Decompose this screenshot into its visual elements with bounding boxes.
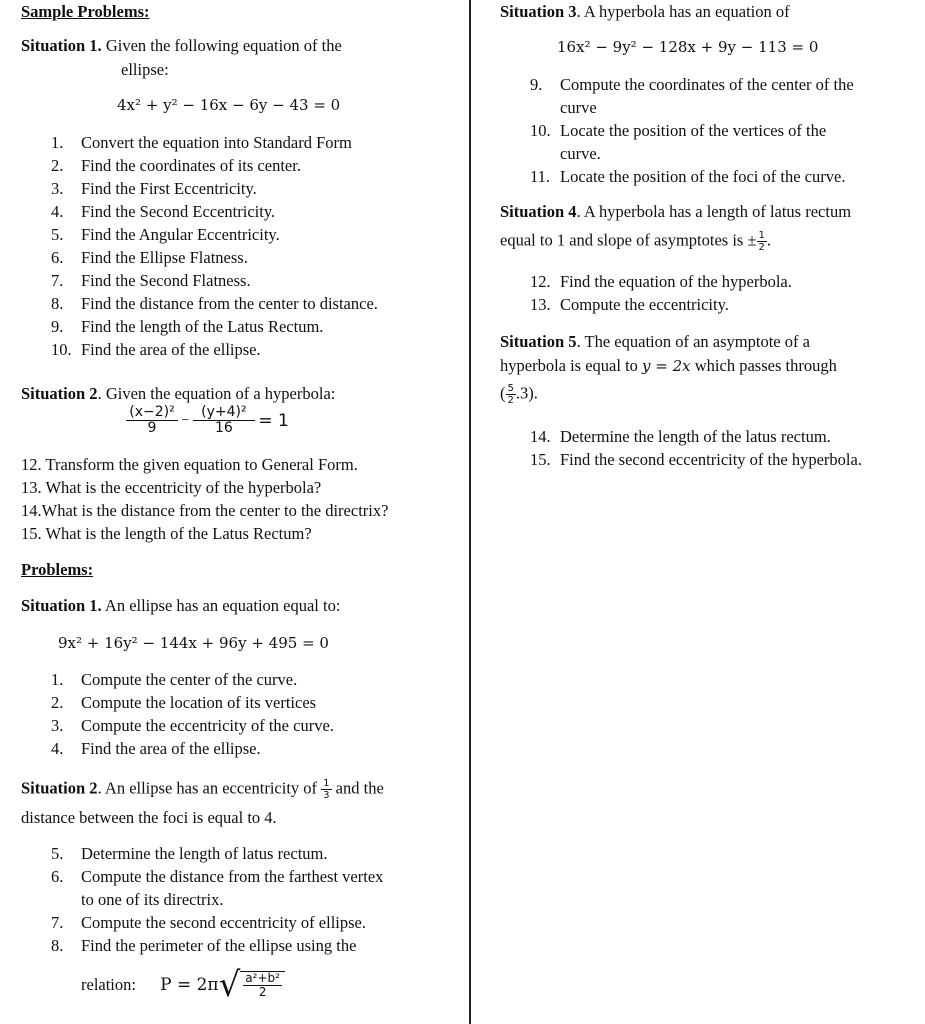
situation-3-intro: Situation 3. A hyperbola has an equation of <box>500 2 790 21</box>
list-text: Find the Second Flatness. <box>81 271 251 290</box>
situation-label: Situation 1. <box>21 596 102 615</box>
situation-label: Situation 4 <box>500 202 577 221</box>
list-item <box>530 75 854 95</box>
list-number: 2. <box>51 693 64 712</box>
list-item <box>51 271 251 291</box>
list-text: Compute the second eccentricity of ellipse. <box>81 913 366 932</box>
list-item <box>530 144 601 164</box>
list-number: 4. <box>51 202 64 221</box>
list-number: 6. <box>51 248 64 267</box>
sample-problems-heading: Sample Problems: <box>21 2 150 21</box>
list-text: Compute the eccentricity of the curve. <box>81 716 334 735</box>
perimeter-formula: relation: P = 2π√ $\frac{\text{a²+b²}}{2}$ <box>81 965 285 1005</box>
list-item <box>51 179 257 199</box>
list-text: Compute the distance from the farthest vertex <box>81 867 384 886</box>
list-item <box>51 133 352 153</box>
situation-label: Situation 1. <box>21 36 102 55</box>
situation-label: Situation 5 <box>500 332 577 351</box>
list-item <box>530 427 831 447</box>
list-item <box>530 167 845 187</box>
list-item: 12. Transform the given equation to General Form. <box>21 455 358 474</box>
list-item <box>51 867 383 887</box>
situation-label: Situation 3 <box>500 2 577 21</box>
list-item <box>530 295 729 315</box>
list-number: 13. <box>530 295 551 314</box>
list-number: 1. <box>51 133 64 152</box>
list-text: Find the First Eccentricity. <box>81 179 257 198</box>
list-text: Find the second eccentricity of the hyperbola. <box>560 450 862 469</box>
list-number: 6. <box>51 867 64 886</box>
list-item <box>51 340 261 360</box>
list-number: 5. <box>51 225 64 244</box>
list-item <box>51 936 356 956</box>
list-text: Compute the location of its vertices <box>81 693 317 712</box>
list-number: 1. <box>51 670 64 689</box>
list-text: Convert the equation into Standard Form <box>81 133 352 152</box>
list-number: 3. <box>51 179 64 198</box>
list-number: 3. <box>51 716 64 735</box>
sample-situation-1-intro-cont: ellipse: <box>121 60 169 79</box>
situation-4-intro-cont: equal to 1 and slope of asymptotes is ± $\frac{1}{2}$ . <box>500 230 772 253</box>
list-text: Find the equation of the hyperbola. <box>560 272 792 291</box>
list-item <box>51 844 328 864</box>
sample-situation-2-intro: Situation 2. Given the equation of a hyperbola: <box>21 384 336 403</box>
list-text: Compute the center of the curve. <box>81 670 298 689</box>
list-item <box>51 248 248 268</box>
list-number: 9. <box>530 75 543 94</box>
situation-5-point: ( $\frac{5}{2}$ .3). <box>500 383 538 406</box>
list-number: 4. <box>51 739 64 758</box>
list-item <box>530 121 826 141</box>
situation-label: Situation 2 <box>21 384 98 403</box>
list-number: 7. <box>51 913 64 932</box>
list-item <box>51 693 316 713</box>
list-number: 8. <box>51 936 64 955</box>
problem-situation-2-intro: Situation 2. An ellipse has an eccentricity of $\frac{1}{3}$ and the <box>21 778 384 801</box>
ellipse-equation-2: 9x² + 16y² − 144x + 96y + 495 = 0 <box>58 634 329 652</box>
list-text: to one of its directrix. <box>81 890 224 909</box>
list-text: Locate the position of the foci of the curve. <box>560 167 846 186</box>
list-item <box>530 98 597 118</box>
problem-situation-2-intro-cont: distance between the foci is equal to 4. <box>21 808 277 827</box>
list-text: Find the Second Eccentricity. <box>81 202 276 221</box>
list-item <box>51 225 280 245</box>
list-number: 10. <box>530 121 551 140</box>
list-item <box>530 450 862 470</box>
sample-situation-2-list <box>21 453 388 545</box>
list-text: Find the perimeter of the ellipse using the <box>81 936 357 955</box>
list-number: 12. <box>530 272 551 291</box>
problem-situation-1-intro: Situation 1. An ellipse has an equation equal to: <box>21 596 341 615</box>
list-text: Find the length of the Latus Rectum. <box>81 317 324 336</box>
list-text: Find the area of the ellipse. <box>81 340 261 359</box>
list-text: Find the coordinates of its center. <box>81 156 301 175</box>
list-item <box>51 202 275 222</box>
list-number: 2. <box>51 156 64 175</box>
list-item: 13. What is the eccentricity of the hyperbola? <box>21 478 322 497</box>
list-item <box>51 716 334 736</box>
situation-4-intro: Situation 4. A hyperbola has a length of latus rectum <box>500 202 852 221</box>
list-text: Find the Angular Eccentricity. <box>81 225 280 244</box>
situation-label: Situation 2 <box>21 778 98 798</box>
list-number: 8. <box>51 294 64 313</box>
hyperbola-equation-3: 16x² − 9y² − 128x + 9y − 113 = 0 <box>557 38 819 56</box>
sqrt-symbol: √ $\frac{\text{a²+b²}}{2}$ <box>219 965 285 1005</box>
list-text: curve. <box>560 144 601 163</box>
list-text: Find the Ellipse Flatness. <box>81 248 248 267</box>
list-number: 15. <box>530 450 551 469</box>
list-item: 14.What is the distance from the center to the directrix? <box>21 501 389 520</box>
situation-5-intro: Situation 5. The equation of an asymptote of a <box>500 332 810 351</box>
list-number: 9. <box>51 317 64 336</box>
list-item <box>51 294 378 314</box>
list-item <box>51 317 323 337</box>
list-text: Compute the eccentricity. <box>560 295 729 314</box>
list-text: Locate the position of the vertices of the <box>560 121 827 140</box>
list-text: curve <box>560 98 597 117</box>
list-text: Find the area of the ellipse. <box>81 739 261 758</box>
list-text: Find the distance from the center to distance. <box>81 294 378 313</box>
list-item <box>530 272 792 292</box>
problems-heading: Problems: <box>21 560 94 579</box>
list-item <box>51 890 224 910</box>
list-text: Determine the length of the latus rectum. <box>560 427 831 446</box>
sample-situation-1-intro: Situation 1. Given the following equation of the <box>21 36 342 55</box>
list-item <box>51 739 261 759</box>
list-item <box>51 156 301 176</box>
situation-5-intro-cont: hyperbola is equal to y = 2x which passes through <box>500 356 837 375</box>
ellipse-equation: 4x² + y² − 16x − 6y − 43 = 0 <box>117 96 341 114</box>
list-item <box>51 670 297 690</box>
hyperbola-equation: $\frac{\text{(x−2)²}}{9}$ − $\frac{\text{(y+4)²}}{16}$ = 1 <box>126 405 289 437</box>
list-number: 14. <box>530 427 551 446</box>
list-number: 7. <box>51 271 64 290</box>
list-number: 11. <box>530 167 551 186</box>
list-number: 10. <box>51 340 72 359</box>
list-number: 5. <box>51 844 64 863</box>
list-text: Compute the coordinates of the center of the <box>560 75 854 94</box>
list-item <box>51 913 366 933</box>
column-divider <box>469 0 471 1024</box>
list-item: 15. What is the length of the Latus Rectum? <box>21 524 312 543</box>
list-text: Determine the length of latus rectum. <box>81 844 328 863</box>
